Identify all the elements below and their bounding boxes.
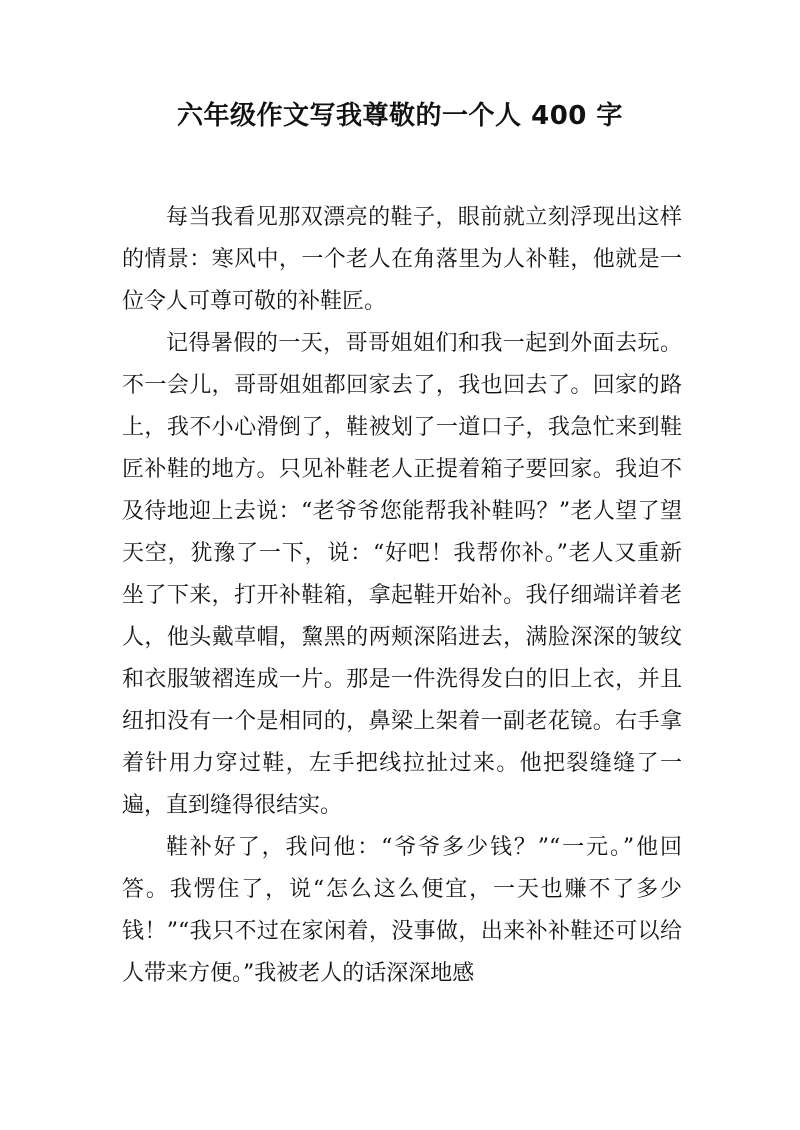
document-title: 六年级作文写我尊敬的一个人 400 字 — [177, 101, 623, 131]
paragraph-2: 记得暑假的一天，哥哥姐姐们和我一起到外面去玩。不一会儿，哥哥姐姐都回家去了，我也回去了。回家的路上，我不小心滑倒了，鞋被划了一道口子，我急忙来到鞋匠补鞋的地方。只见补鞋老人正提着箱子要回家。我迫不及待地迎上去说：“老爷爷您能帮我补鞋吗？”老人望了望天空，犹豫了一下，说：“好吧！我帮你补。”老人又重新坐了下来，打开补鞋箱，拿起鞋开始补。我仔细端详着老人，他头戴草帽，黧黑的两颊深陷进去，满脸深深的皱纹和衣服皱褶连成一片。那是一件洗得发白的旧上衣，并且纽扣没有一个是相同的，鼻梁上架着一副老花镜。右手拿着针用力穿过鞋，左手把线拉扯过来。他把裂缝缝了一遍，直到缝得很结实。 — [122, 331, 682, 818]
paragraph-3: 鞋补好了，我问他：“爷爷多少钱？”“一元。”他回答。我愣住了，说“怎么这么便宜，一天也赚不了多少钱！”“我只不过在家闲着，没事做，出来补补鞋还可以给人带来方便。”我被老人的话深深地感 — [122, 835, 682, 986]
paragraph-1: 每当我看见那双漂亮的鞋子，眼前就立刻浮现出这样的情景：寒风中，一个老人在角落里为人补鞋，他就是一位令人可尊可敬的补鞋匠。 — [122, 205, 682, 314]
document-body — [122, 197, 682, 995]
